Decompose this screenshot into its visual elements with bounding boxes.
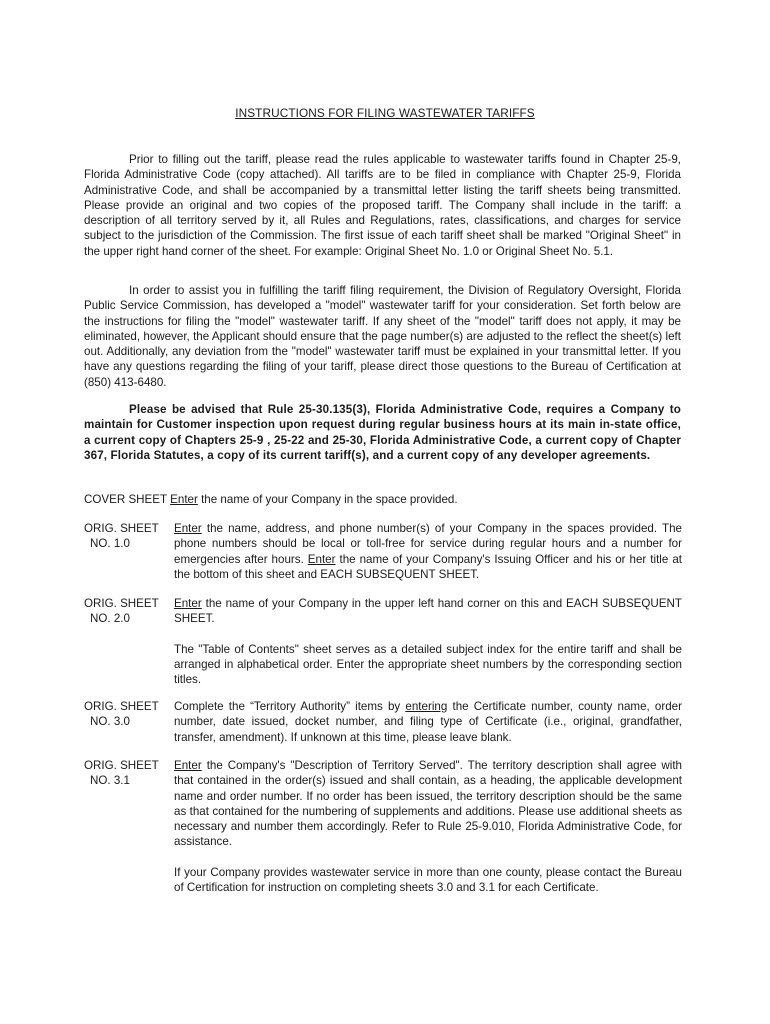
rule-notice-paragraph: Please be advised that Rule 25-30.135(3), Florida Administrative Code, requires a Company to maintain for Customer inspection upon request during regular business hours at its main in-state office, a current copy of Chapters 25-9 , 25-22 and 25-30, Florida Administrative Code, a current copy of Chapter 367, Florida Statutes, a copy of its current tariff(s), and a current copy of any developer agreements. xyxy=(84,403,681,462)
sheet-label xyxy=(84,699,174,730)
intro-paragraph: Prior to filling out the tariff, please read the rules applicable to wastewater tariffs found in Chapter 25-9, Florida Administrative Code (copy attached). All tariffs are to be filed in compliance with Chapter 25-9, Florida Administrative Code, and shall be accompanied by a transmittal letter listing the tariff sheets being transmitted. Please provide an original and two copies of the proposed tariff. The Company shall include in the tariff: a description of all territory served by it, all Rules and Regulations, rates, classifications, and charges for service subject to the jurisdiction of the Commission. The first issue of each tariff sheet shall be marked "Original Sheet" in the upper right hand corner of the sheet. For example: Original Sheet No. 1.0 or Original Sheet No. 5.1. xyxy=(84,153,681,258)
sheet-number: NO. 2.0 xyxy=(90,612,130,626)
model-tariff-paragraph: In order to assist you in fulfilling the tariff filing requirement, the Division of Regulatory Oversight, Florida Public Service Commission, has developed a "model" wastewater tariff for your consideration. Set forth below are the instructions for filing the "model" wastewater tariff. If any sheet of the "model" tariff does not apply, it may be eliminated, however, the Applicant should ensure that the page number(s) are adjusted to the reflect the sheet(s) left out. Additionally, any deviation from the "model" wastewater tariff must be explained in your transmittal letter. If you have any questions regarding the filing of your tariff, please direct those questions to the Bureau of Certification at (850) 413-6480. xyxy=(84,284,681,389)
sheet-label xyxy=(84,596,174,627)
sheet-text: the name, address, and phone number(s) of your Company in the spaces provided. The phone numbers should be local or toll-free for service during regular hours and a number for emergencies after hours. xyxy=(174,522,682,566)
sheet-label-line1: ORIG. SHEET xyxy=(84,759,159,772)
enter-word: Enter xyxy=(174,597,202,610)
sheet-text: Complete the “Territory Authority” items by xyxy=(174,700,406,713)
sheet-description xyxy=(174,758,682,895)
sheet-text: the name of your Company in the upper left hand corner on this and EACH SUBSEQUENT SHEET. xyxy=(174,597,682,626)
table-of-contents-note: The "Table of Contents" sheet serves as a detailed subject index for the entire tariff and shall be arranged in alphabetical order. Enter the appropriate sheet numbers by the corresponding section titles. xyxy=(174,642,682,687)
document-title: INSTRUCTIONS FOR FILING WASTEWATER TARIFFS xyxy=(235,106,535,120)
sheet-label xyxy=(84,758,174,789)
cover-sheet-label: COVER SHEET xyxy=(84,493,167,506)
sheet-label-line1: ORIG. SHEET xyxy=(84,522,159,535)
sheet-label xyxy=(84,521,174,552)
sheet-number: NO. 3.1 xyxy=(90,774,130,788)
sheet-text: the Company's "Description of Territory Served". The territory description shall agree with that contained in the order(s) issued and shall contain, as a heading, the applicable development name and order number. If no order has been issued, the territory description should be the same as that contained for the numbering of supplements and additions. Please use additional sheets as necessary and number them accordingly. Refer to Rule 25-9.010, Florida Administrative Code, for assistance. xyxy=(174,759,682,849)
enter-word: Enter xyxy=(174,759,202,772)
sheet-description xyxy=(174,596,682,687)
enter-word: Enter xyxy=(307,552,336,566)
sheet-text: the Certificate number, county name, order number, date issued, docket number, and filing type of Certificate (i.e., original, grandfather, transfer, amendment). If unknown at this time, please leave blank. xyxy=(174,700,682,744)
sheet-number: NO. 3.0 xyxy=(90,715,130,729)
enter-word: Enter xyxy=(170,493,198,506)
sheet-description xyxy=(174,521,682,582)
enter-word: Enter xyxy=(174,522,202,535)
sheet-label-line1: ORIG. SHEET xyxy=(84,597,159,610)
sheet-label-line1: ORIG. SHEET xyxy=(84,700,159,713)
sheet-description xyxy=(174,699,682,745)
multi-county-note: If your Company provides wastewater service in more than one county, please contact the Bureau of Certification for instruction on completing sheets 3.0 and 3.1 for each Certificate. xyxy=(174,865,682,895)
cover-sheet-text: the name of your Company in the space provided. xyxy=(197,493,458,506)
sheet-text: the name of your Company's Issuing Officer and his or her title at the bottom of this sheet and EACH SUBSEQUENT SHEET. xyxy=(174,552,682,581)
cover-sheet-instruction xyxy=(84,492,684,507)
sheet-number: NO. 1.0 xyxy=(90,537,130,551)
entering-word: entering xyxy=(405,700,448,713)
